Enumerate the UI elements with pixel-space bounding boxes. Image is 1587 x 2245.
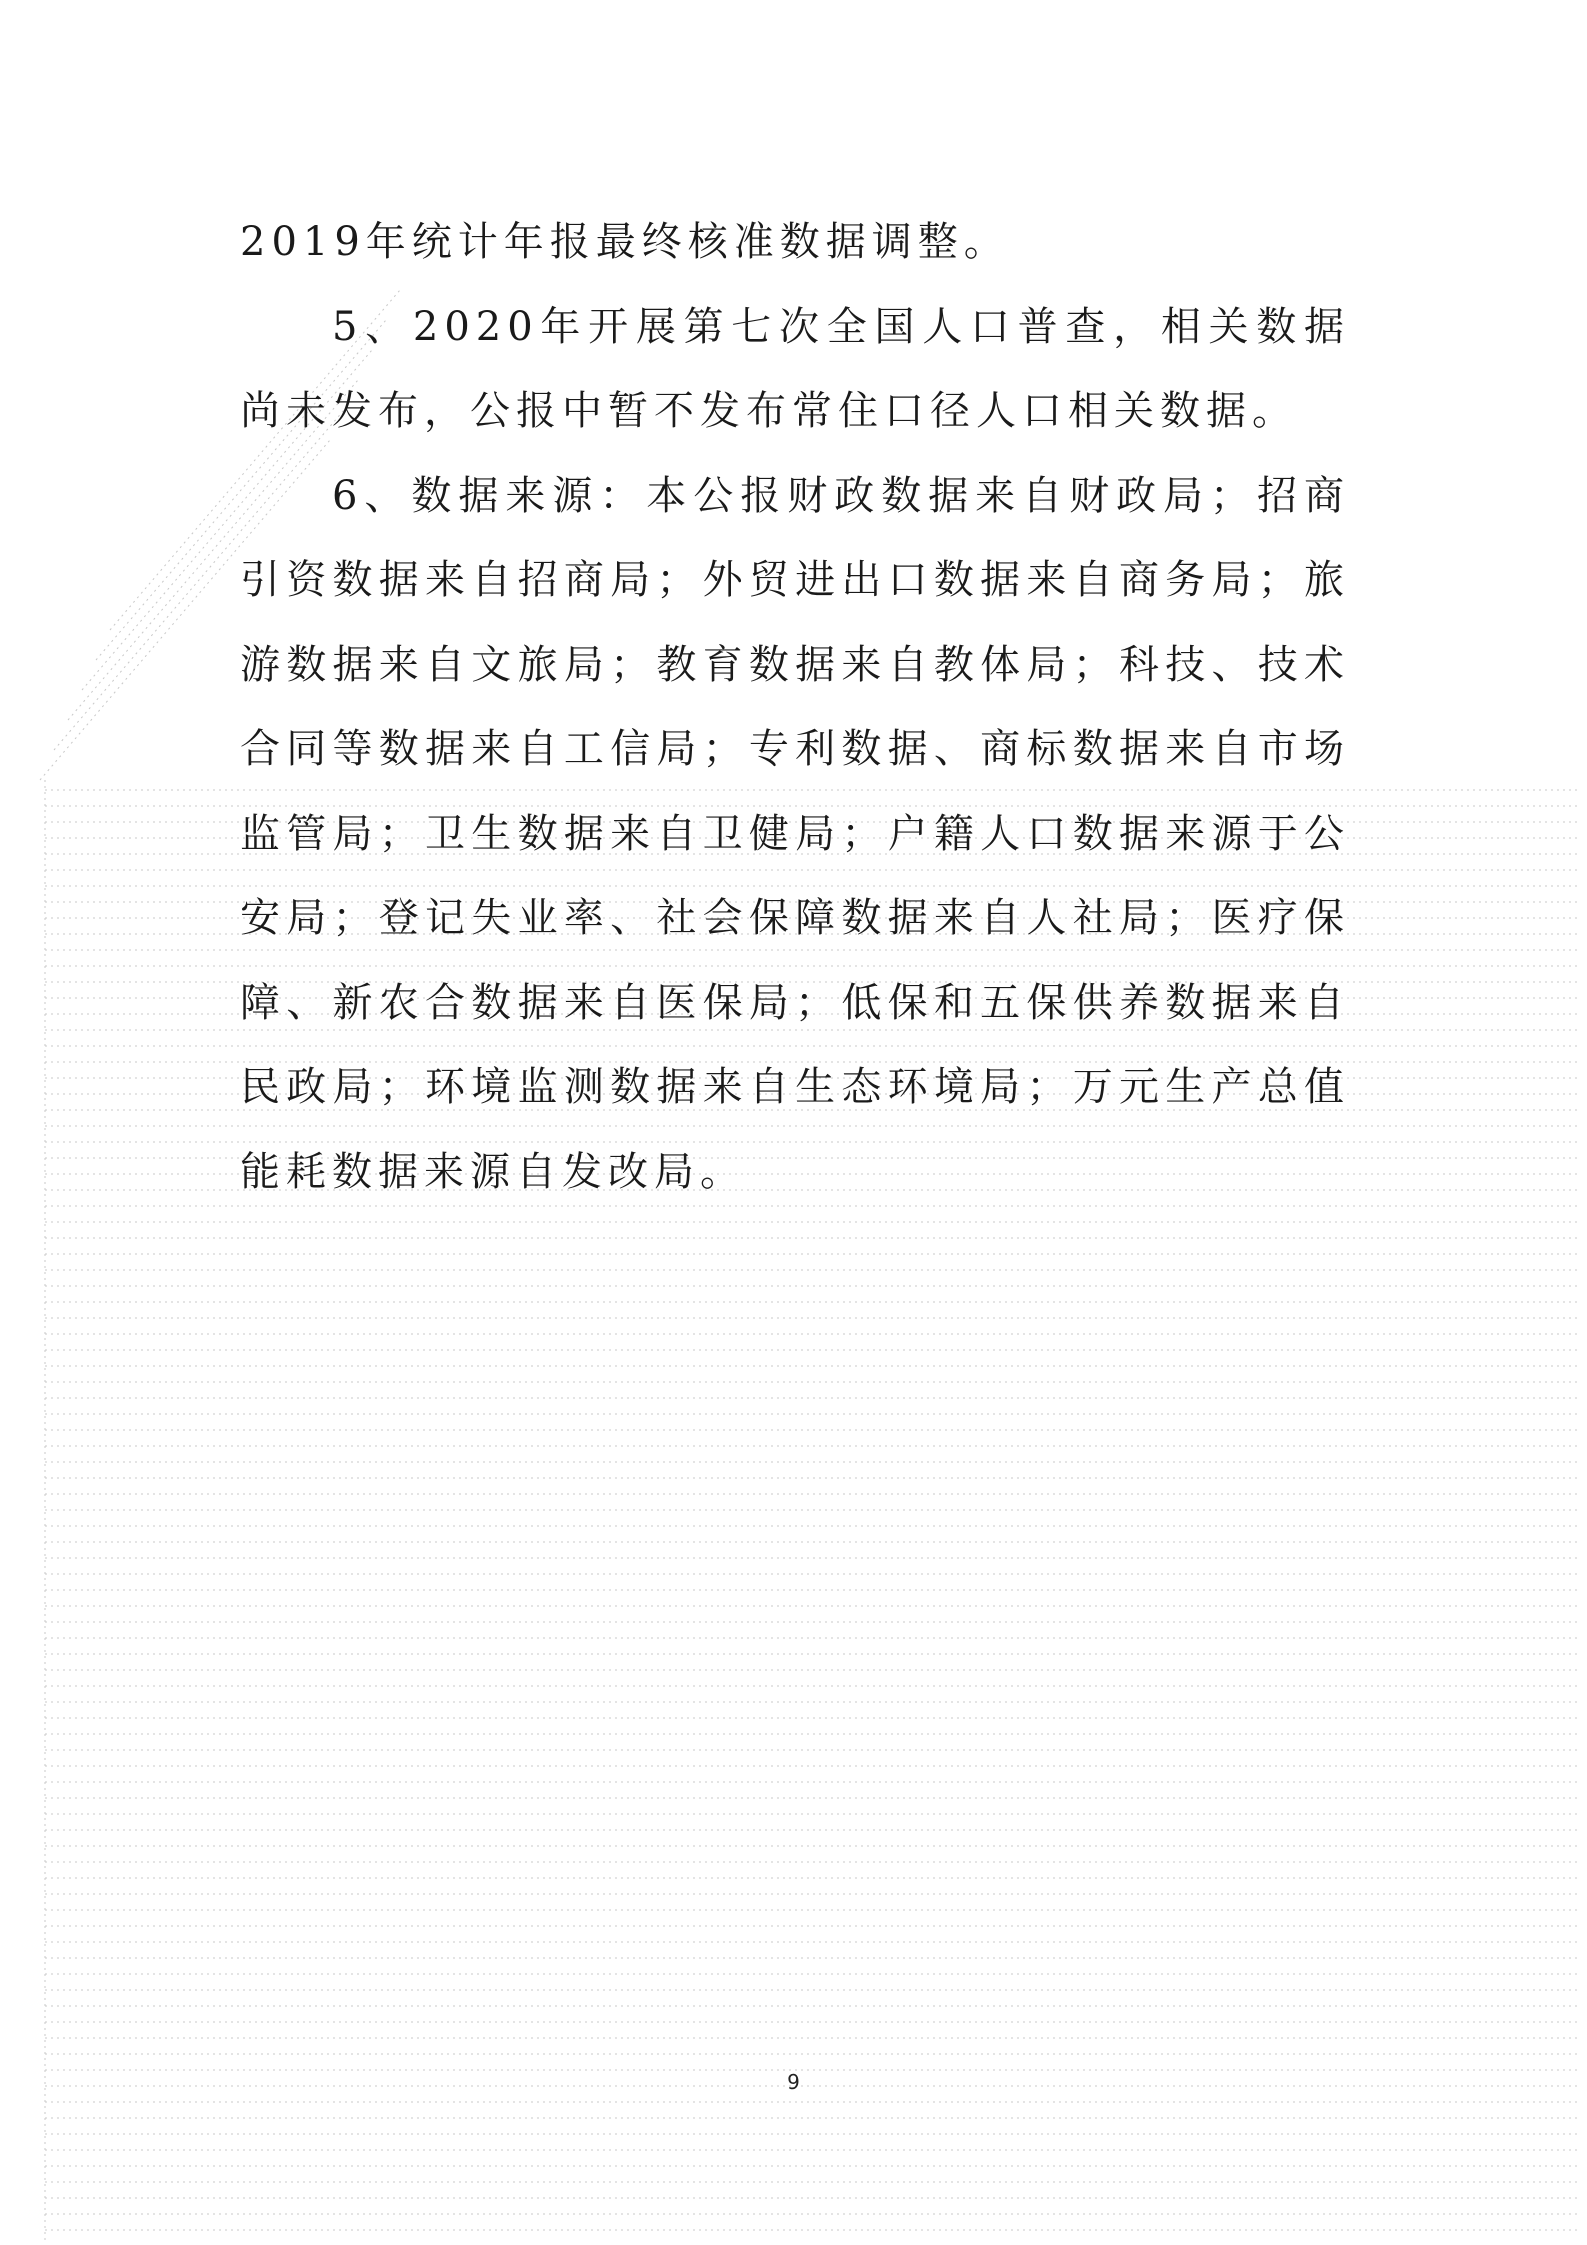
paragraph-note-5: 5、2020年开展第七次全国人口普查，相关数据尚未发布，公报中暂不发布常住口径人口相关数据。	[240, 303, 1350, 434]
page-number: 9	[787, 2070, 800, 2094]
document-body	[240, 200, 1350, 1214]
paragraph-continuation: 2019年统计年报最终核准数据调整。	[240, 219, 1010, 265]
paragraph-note-6-data-sources: 6、数据来源：本公报财政数据来自财政局；招商引资数据来自招商局；外贸进出口数据来自商务局；旅游数据来自文旅局；教育数据来自教体局；科技、技术合同等数据来自工信局；专利数据、商标数据来自市场监管局；卫生数据来自卫健局；户籍人口数据来源于公安局；登记失业率、社会保障数据来自人社局；医疗保障、新农合数据来自医保局；低保和五保供养数据来自民政局；环境监测数据来自生态环境局；万元生产总值能耗数据来源自发改局。	[240, 472, 1350, 1195]
